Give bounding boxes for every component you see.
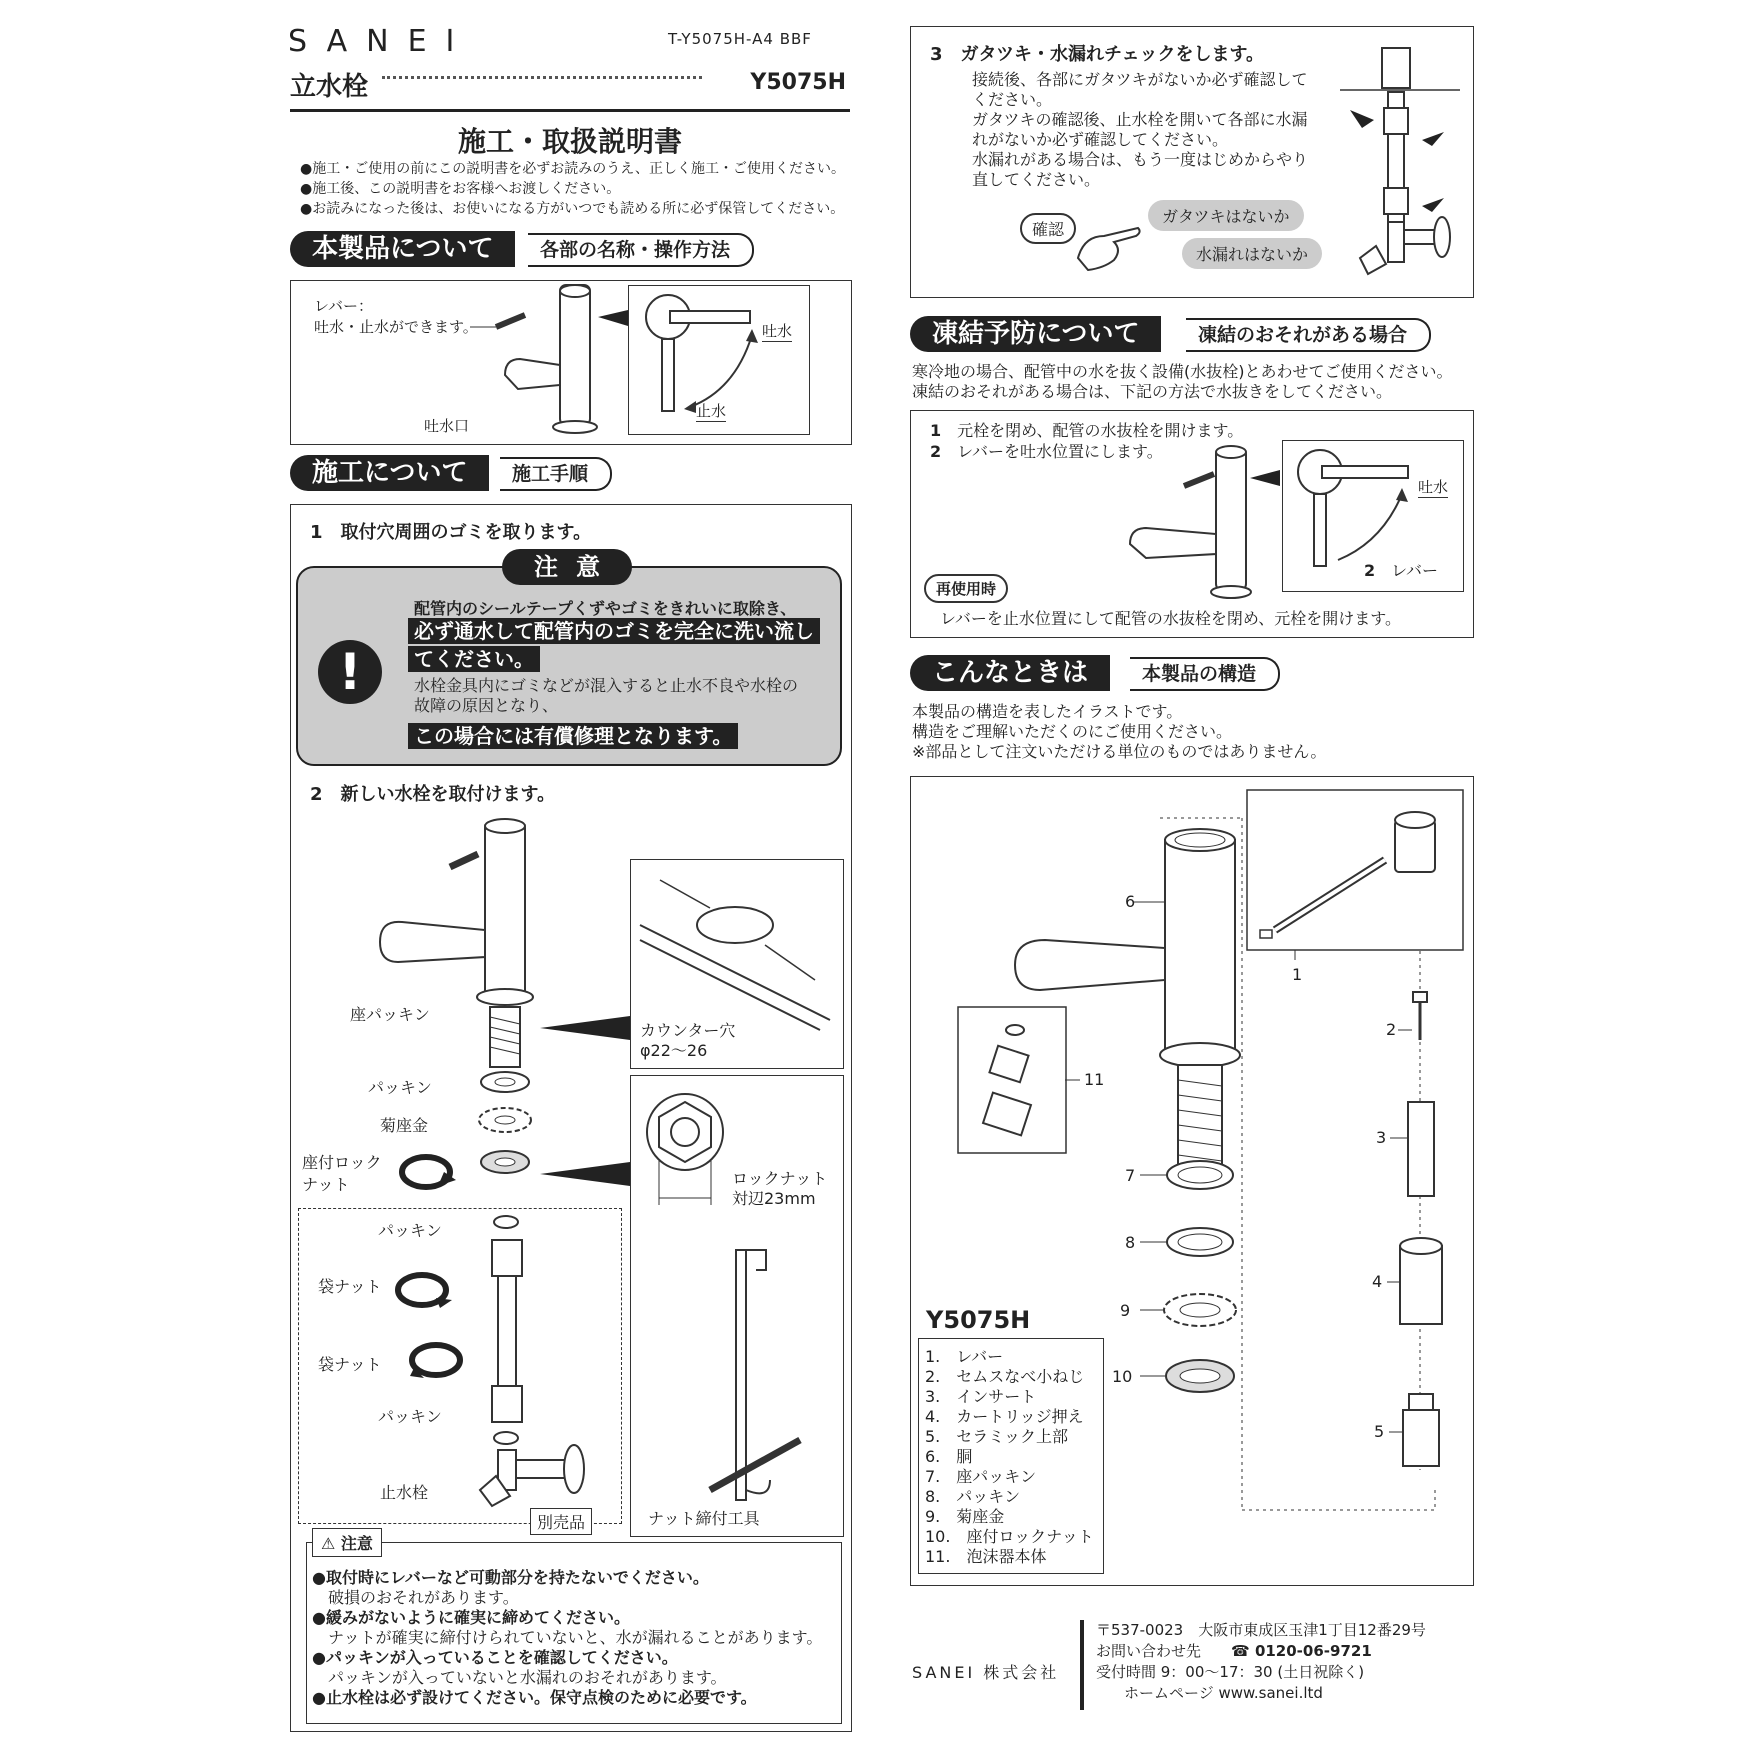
confirm-badge: 確認 — [1020, 213, 1076, 244]
freeze-heading-title: 凍結予防について — [910, 316, 1161, 352]
leader-arrow — [1250, 470, 1280, 490]
lever-desc: 吐水・止水ができます。 — [314, 318, 478, 336]
lock-nut-label-2: ナット — [302, 1175, 350, 1194]
install-heading — [290, 455, 690, 491]
sanei-logo: SANEI — [288, 24, 474, 59]
step1: 1 取付穴周囲のゴミを取ります。 — [310, 522, 592, 543]
install-heading-sub: 施工手順 — [500, 457, 612, 491]
about-heading-sub: 各部の名称・操作方法 — [528, 233, 754, 267]
supply-hose-illustration — [470, 1210, 610, 1510]
structure-intro — [912, 702, 1326, 762]
step3: 3 ガタツキ・水漏れチェックをします。 — [930, 44, 1265, 65]
caution-hl1b: てください。 — [408, 646, 540, 672]
document-title: 施工・取扱説明書 — [457, 125, 682, 158]
warning-line: ナットが確実に締付けられていないと、水が漏れることがあります。 — [312, 1628, 823, 1647]
parts-list-item: 7. 座パッキン — [925, 1467, 1037, 1486]
structure-model: Y5075H — [926, 1306, 1031, 1334]
parts-list-item: 10. 座付ロックナット — [925, 1527, 1094, 1546]
warning-triangle-icon: ⚠ — [321, 1534, 336, 1553]
warning-list — [312, 1568, 822, 1708]
footer-company: SANEI 株式会社 — [912, 1663, 1060, 1682]
locknut-diagram — [645, 1090, 745, 1210]
locknut-label: ロックナット — [732, 1169, 828, 1188]
check-line: ください。 — [972, 90, 1053, 109]
warning-tag — [312, 1528, 382, 1557]
freeze-faucet-illustration — [1124, 446, 1254, 606]
freeze-lever-num: 2 — [1364, 561, 1376, 580]
note: ●施工後、この説明書をお客様へお渡しください。 — [300, 181, 621, 197]
parts-list-item: 6. 胴 — [925, 1447, 973, 1466]
product-title — [290, 66, 850, 112]
caution-hl2: この場合には有償修理となります。 — [408, 723, 738, 749]
check-leak-pill: 水漏れはないか — [1182, 238, 1322, 269]
note: ●施工・ご使用の前にこの説明書を必ずお読みのうえ、正しく施工・ご使用ください。 — [300, 161, 846, 177]
check-line: 水漏れがある場合は、もう一度はじめからやり — [972, 150, 1309, 169]
freeze-heading-sub: 凍結のおそれがある場合 — [1186, 318, 1431, 352]
caution-line2: 水栓金具内にゴミなどが混入すると止水不良や水栓の — [414, 676, 799, 695]
freeze-lever-text: レバー — [1391, 561, 1439, 580]
check-connection-illustration — [1340, 48, 1460, 278]
structure-intro-line: ※部品として注文いただける単位のものではありません。 — [912, 742, 1327, 761]
structure-heading — [910, 655, 1290, 691]
caution-highlight2 — [408, 720, 738, 749]
freeze-open-label: 吐水 — [1418, 478, 1449, 496]
freeze-step-num: 2 — [930, 442, 942, 461]
bag-nut1-label: 袋ナット — [318, 1277, 382, 1296]
structure-heading-sub: 本製品の構造 — [1130, 657, 1280, 691]
freeze-step2: レバーを吐水位置にします。 — [957, 442, 1163, 461]
leader-arrow — [598, 310, 628, 330]
warning-line: ●緩みがないように確実に締めてください。 — [312, 1608, 630, 1627]
warning-title: 注意 — [340, 1534, 373, 1553]
caution-line3: 故障の原因となり、 — [414, 696, 559, 715]
product-name: 立水栓 — [290, 72, 369, 102]
freeze-heading — [910, 316, 1450, 352]
lock-nut-label-1: 座付ロック — [302, 1153, 382, 1172]
packing2-label: パッキン — [378, 1221, 442, 1240]
rotate-arrow-icon — [400, 1152, 456, 1192]
check-rattle-pill: ガタツキはないか — [1148, 200, 1304, 231]
warning-line: ●止水栓は必ず設けてください。保守点検のために必要です。 — [312, 1688, 757, 1707]
footer-divider — [1080, 1620, 1084, 1710]
check-line: 直してください。 — [972, 170, 1101, 189]
check-line: 接続後、各部にガタツキがないか必ず確認して — [972, 70, 1308, 89]
tool-label: ナット締付工具 — [648, 1509, 760, 1528]
nut-tool-icon — [700, 1240, 820, 1520]
footer-hours: 受付時間 9：00〜17：30 (土日祝除く) — [1096, 1663, 1365, 1681]
callout-7: 7 — [1125, 1166, 1136, 1185]
check-line: れがないか必ず確認してください。 — [972, 130, 1229, 149]
leader-dots — [382, 76, 702, 79]
callout-4: 4 — [1372, 1272, 1383, 1291]
about-heading-title: 本製品について — [290, 231, 515, 267]
counter-hole-diagram — [640, 870, 840, 1020]
warning-line: ●パッキンが入っていることを確認してください。 — [312, 1648, 678, 1667]
intro-notes — [300, 159, 845, 219]
caution-line1: 配管内のシールテープくずやゴミをきれいに取除き、 — [414, 599, 797, 618]
footer-phone: ☎ 0120-06-9721 — [1231, 1642, 1372, 1660]
callout-10: 10 — [1112, 1367, 1133, 1386]
freeze-step1: 元栓を閉め、配管の水抜栓を開けます。 — [957, 421, 1244, 440]
callout-2: 2 — [1386, 1020, 1397, 1039]
open-label: 吐水 — [762, 322, 793, 340]
step2: 2 新しい水栓を取付けます。 — [310, 784, 556, 805]
structure-intro-line: 構造をご理解いただくのにご使用ください。 — [912, 722, 1233, 741]
freeze-intro — [912, 362, 1453, 402]
install-heading-title: 施工について — [290, 455, 489, 491]
about-heading — [290, 231, 790, 267]
parts-list-item: 11. 泡沫器本体 — [925, 1547, 1047, 1566]
parts-list-item: 9. 菊座金 — [925, 1507, 1005, 1526]
note: ●お読みになった後は、お使いになる方がいつでも読める所に必ず保管してください。 — [300, 201, 845, 217]
structure-heading-title: こんなときは — [910, 655, 1110, 691]
freeze-lever-label — [1364, 558, 1438, 581]
freeze-intro-line: 寒冷地の場合、配管中の水を抜く設備(水抜栓)とあわせてご使用ください。 — [912, 362, 1453, 381]
freeze-step-num: 1 — [930, 421, 942, 440]
caution-hl1: 必ず通水して配管内のゴミを完全に洗い流し — [408, 618, 820, 644]
structure-intro-line: 本製品の構造を表したイラストです。 — [912, 702, 1183, 721]
parts-list-item: 1. レバー — [925, 1347, 1004, 1366]
callout-6: 6 — [1125, 892, 1136, 911]
rotate-arrow-icon — [410, 1340, 466, 1380]
footer-web: ホームページ www.sanei.ltd — [1124, 1684, 1323, 1702]
document-id: T-Y5075H-A4 BBF — [668, 30, 812, 48]
faucet-illustration — [470, 285, 590, 440]
counter-hole-label: カウンター穴 — [640, 1021, 736, 1040]
callout-1: 1 — [1292, 965, 1303, 984]
rotate-arrow-icon — [396, 1270, 452, 1310]
check-line: ガタツキの確認後、止水栓を開いて各部に水漏 — [972, 110, 1308, 129]
product-model: Y5075H — [750, 70, 846, 95]
pointer-triangle — [540, 1162, 630, 1186]
callout-5: 5 — [1374, 1422, 1385, 1441]
pointer-triangle — [540, 1016, 630, 1040]
callout-8: 8 — [1125, 1233, 1136, 1252]
parts-list-item: 5. セラミック上部 — [925, 1427, 1068, 1446]
hole-size-label: φ22〜26 — [640, 1041, 708, 1060]
reuse-badge: 再使用時 — [924, 574, 1008, 603]
caution-highlight1 — [408, 618, 820, 674]
sold-separately-tag: 別売品 — [530, 1508, 592, 1535]
callout-3: 3 — [1376, 1128, 1387, 1147]
bag-nut2-label: 袋ナット — [318, 1355, 382, 1374]
locknut-size-label: 対辺23mm — [732, 1189, 816, 1208]
washer-label: 菊座金 — [380, 1116, 429, 1135]
footer-address: 〒537-0023 大阪市東成区玉津1丁目12番29号 — [1096, 1621, 1426, 1639]
lever-label: レバー： — [314, 297, 373, 315]
caution-body — [414, 676, 798, 716]
reuse-desc: レバーを止水位置にして配管の水抜栓を閉め、元栓を開けます。 — [940, 609, 1401, 628]
footer-info — [1096, 1620, 1426, 1704]
warning-line: ●取付時にレバーなど可動部分を持たないでください。 — [312, 1568, 709, 1587]
close-label: 止水 — [696, 402, 727, 420]
stop-valve-label: 止水栓 — [380, 1483, 429, 1502]
warning-line: パッキンが入っていないと水漏れのおそれがあります。 — [312, 1668, 727, 1687]
parts-list-item: 8. パッキン — [925, 1487, 1021, 1506]
packing3-label: パッキン — [378, 1407, 442, 1426]
check-text — [972, 70, 1308, 190]
seat-packing-label: 座パッキン — [350, 1005, 430, 1024]
spout-label: 吐水口 — [424, 417, 470, 435]
caution-title: 注意 — [502, 549, 632, 585]
warning-line: 破損のおそれがあります。 — [312, 1588, 519, 1607]
parts-list-item: 4. カートリッジ押え — [925, 1407, 1084, 1426]
callout-11: 11 — [1084, 1070, 1105, 1089]
parts-list-item: 3. インサート — [925, 1387, 1037, 1406]
exclamation-icon: ! — [318, 640, 382, 704]
parts-list — [918, 1338, 1104, 1574]
packing-label: パッキン — [368, 1078, 432, 1097]
pointing-hand-icon — [1074, 222, 1144, 274]
parts-list-item: 2. セムスなべ小ねじ — [925, 1367, 1085, 1386]
callout-9: 9 — [1120, 1301, 1131, 1320]
footer-contact-label: お問い合わせ先 — [1096, 1642, 1202, 1660]
freeze-intro-line: 凍結のおそれがある場合は、下記の方法で水抜きをしてください。 — [912, 382, 1393, 401]
